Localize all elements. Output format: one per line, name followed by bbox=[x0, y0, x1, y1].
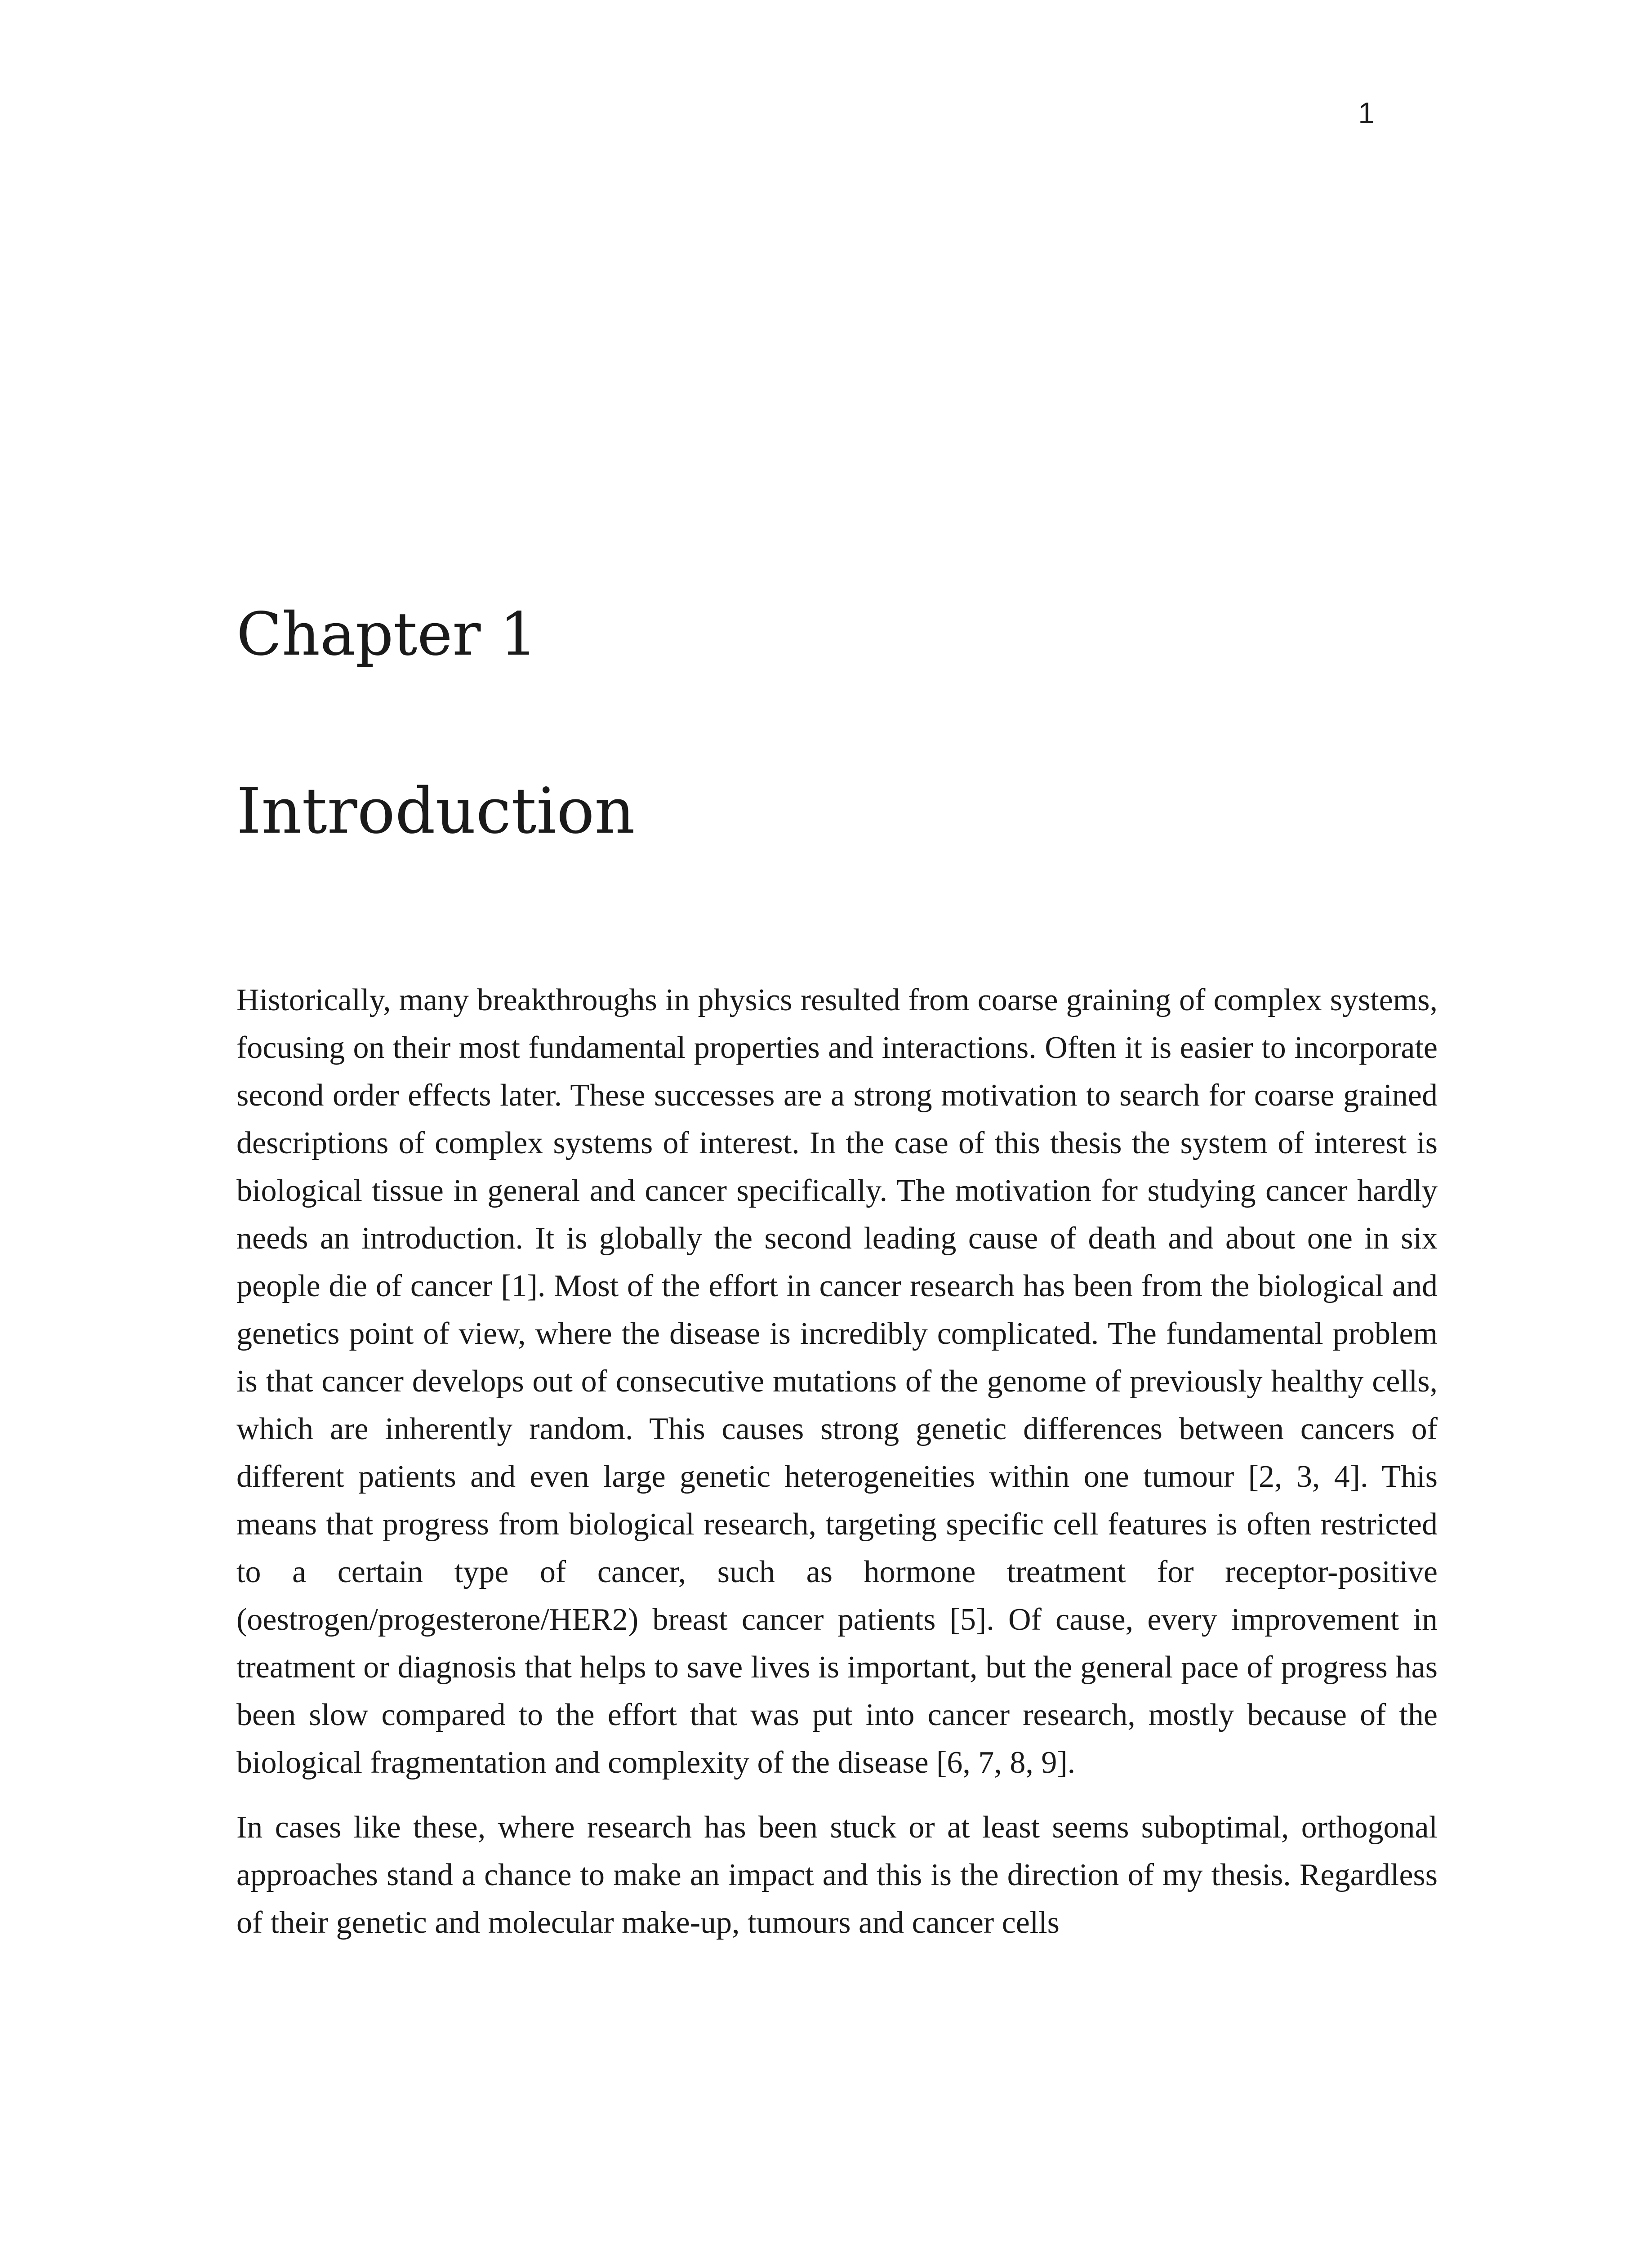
page-number: 1 bbox=[1358, 96, 1375, 129]
chapter-number: Chapter 1 bbox=[236, 600, 538, 669]
chapter-body bbox=[236, 977, 1438, 1947]
paragraph-orthogonal-approaches: In cases like these, where research has been stuck or at least seems suboptimal, orthogonal approaches stand a chance to make an impact and this is the direction of my thesis. Regardless of their genetic and molecular make-up, tumours and cancer cells bbox=[236, 1810, 1438, 1940]
chapter-title: Introduction bbox=[236, 775, 635, 848]
paragraph-intro: Historically, many breakthroughs in physics resulted from coarse graining of complex systems, focusing on their most fundamental properties and interactions. Often it is easier to incorporate second order effects later. These successes are a strong motivation to search for coarse grained descriptions of complex systems of interest. In the case of this thesis the system of interest is biological tissue in general and cancer specifically. The motivation for studying cancer hardly needs an introduction. It is globally the second leading cause of death and about one in six people die of cancer [1]. Most of the effort in cancer research has been from the biological and genetics point of view, where the disease is incredibly complicated. The fundamental problem is that cancer develops out of consecutive mutations of the genome of previously healthy cells, which are inherently random. This causes strong genetic differences between cancers of different patients and even large genetic heterogeneities within one tumour [2, 3, 4]. This means that progress from biological research, targeting specific cell features is often restricted to a certain type of cancer, such as hormone treatment for receptor-positive (oestrogen/progesterone/HER2) breast cancer patients [5]. Of cause, every improvement in treatment or diagnosis that helps to save lives is important, but the general pace of progress has been slow compared to the effort that was put into cancer research, mostly because of the biological fragmentation and complexity of the disease [6, 7, 8, 9]. bbox=[236, 983, 1438, 1780]
